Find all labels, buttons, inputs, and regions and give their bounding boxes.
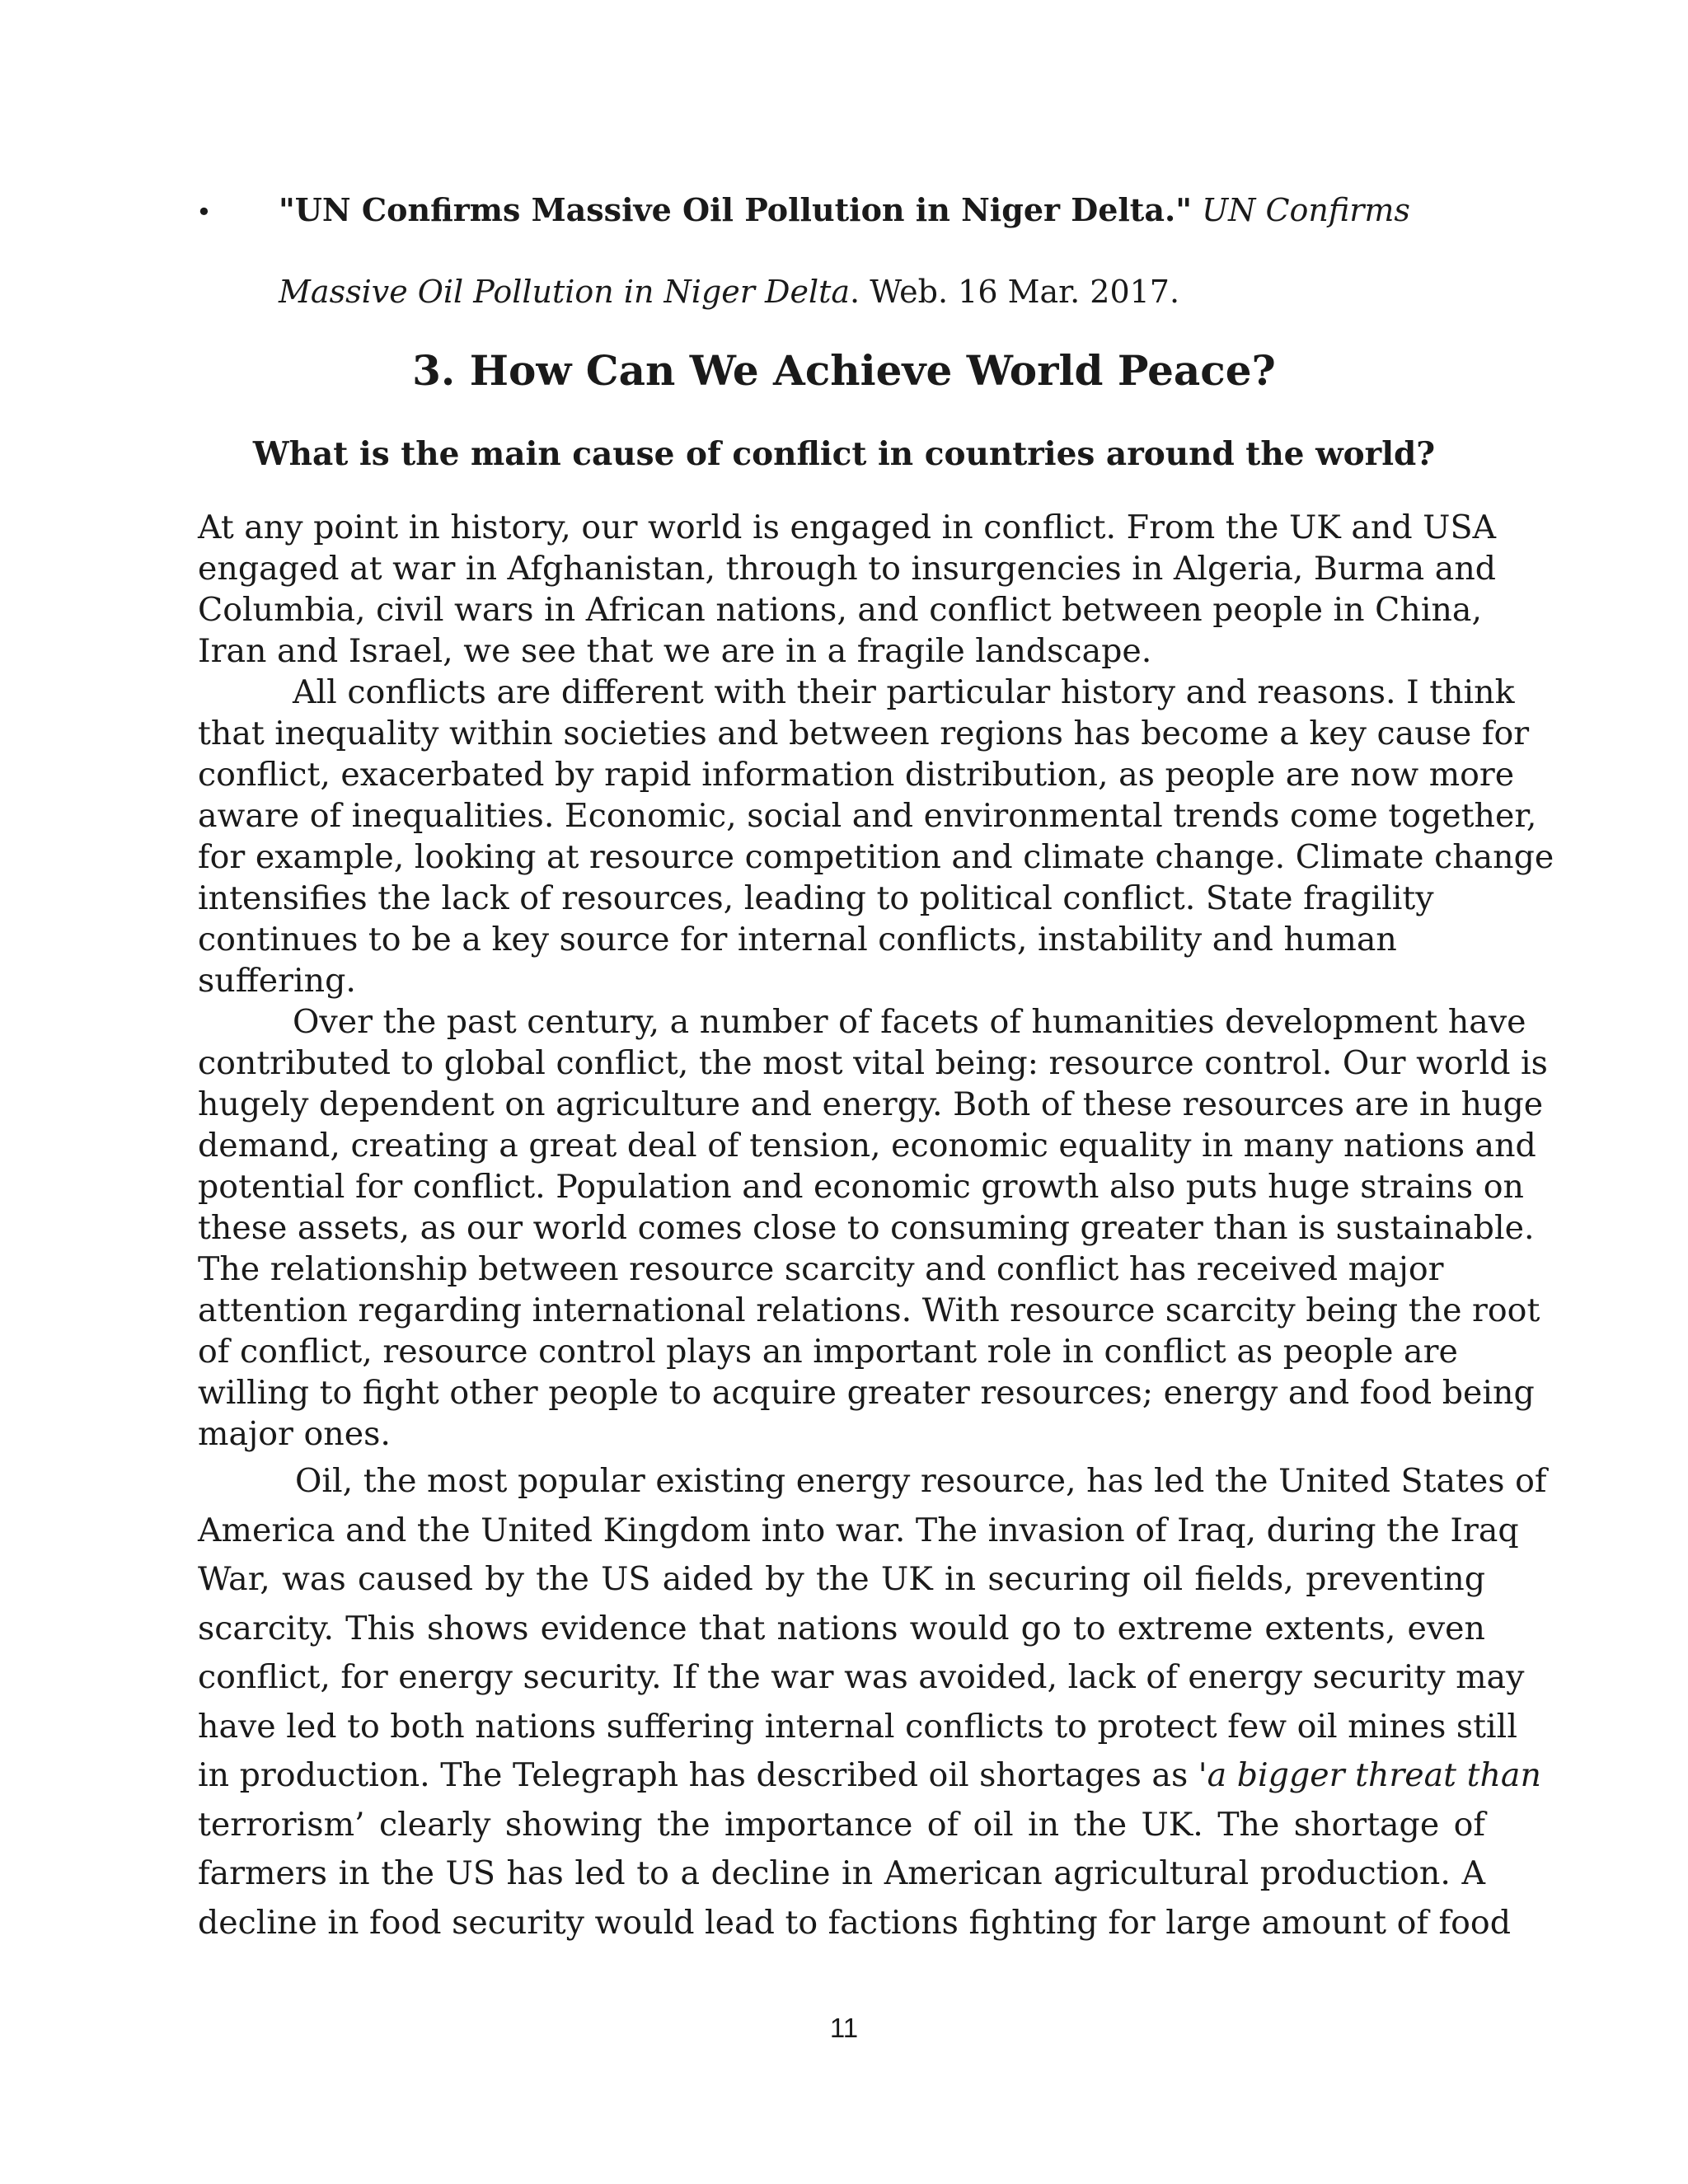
text-line: of conflict, resource control plays an important role in conflict as people are bbox=[198, 1333, 1458, 1371]
text-line: Over the past century, a number of facets of humanities development have bbox=[293, 1003, 1526, 1041]
text-line: continues to be a key source for internal conflicts, instability and human bbox=[198, 921, 1397, 958]
text-line: for example, looking at resource competition and climate change. Climate change bbox=[198, 838, 1554, 876]
text-line: willing to fight other people to acquire greater resources; energy and food being bbox=[198, 1374, 1535, 1412]
text-line: decline in food security would lead to factions fighting for large amount of food bbox=[198, 1903, 1511, 1942]
justified-paragraph bbox=[198, 1457, 1547, 1947]
text-line: terrorism’ clearly showing the importance of oil in the UK. The shortage of bbox=[198, 1805, 1485, 1844]
text-line: engaged at war in Afghanistan, through to insurgencies in Algeria, Burma and bbox=[198, 550, 1497, 588]
text-line: scarcity. This shows evidence that nations would go to extreme extents, even bbox=[198, 1609, 1485, 1647]
section-heading: 3. How Can We Achieve World Peace? bbox=[412, 346, 1276, 395]
text-line: potential for conflict. Population and economic growth also puts huge strains on bbox=[198, 1168, 1524, 1206]
text-line: America and the United Kingdom into war. The invasion of Iraq, during the Iraq bbox=[198, 1511, 1519, 1549]
italic-quote: 'a bigger threat than bbox=[1198, 1756, 1541, 1794]
text-line-with-quote bbox=[198, 1751, 1541, 1801]
text-line: attention regarding international relations. With resource scarcity being the root bbox=[198, 1291, 1540, 1329]
text-line: conflict, for energy security. If the war was avoided, lack of energy security may bbox=[198, 1658, 1525, 1696]
text-line: these assets, as our world comes close to consuming greater than is sustainable. bbox=[198, 1209, 1535, 1247]
text-line: Oil, the most popular existing energy resource, has led the United States of bbox=[295, 1462, 1547, 1500]
text-line: conflict, exacerbated by rapid information distribution, as people are now more bbox=[198, 756, 1515, 794]
citation-source-part-1: UN Confirms bbox=[1202, 192, 1410, 228]
section-subheading: What is the main cause of conflict in countries around the world? bbox=[252, 435, 1436, 473]
text-line: have led to both nations suffering internal conflicts to protect few oil mines still bbox=[198, 1707, 1517, 1746]
text-segment: in production. The Telegraph has described oil shortages as bbox=[198, 1756, 1198, 1794]
citation-source-part-2: Massive Oil Pollution in Niger Delta bbox=[279, 274, 851, 310]
text-line: All conflicts are different with their particular history and reasons. I think bbox=[293, 673, 1515, 711]
bullet-point: • bbox=[196, 196, 212, 227]
text-line: contributed to global conflict, the most vital being: resource control. Our world is bbox=[198, 1044, 1548, 1082]
text-line: demand, creating a great deal of tension, economic equality in many nations and bbox=[198, 1127, 1536, 1165]
citation-title: "UN Confirms Massive Oil Pollution in Niger Delta." bbox=[279, 191, 1193, 228]
text-line: farmers in the US has led to a decline in American agricultural production. A bbox=[198, 1854, 1485, 1892]
text-line: major ones. bbox=[198, 1415, 391, 1453]
text-line: intensifies the lack of resources, leading to political conflict. State fragility bbox=[198, 879, 1434, 917]
text-line: At any point in history, our world is engaged in conflict. From the UK and USA bbox=[198, 509, 1497, 546]
text-line: Columbia, civil wars in African nations, and conflict between people in China, bbox=[198, 591, 1482, 629]
text-line: that inequality within societies and between regions has become a key cause for bbox=[198, 715, 1530, 752]
text-line: The relationship between resource scarcity and conflict has received major bbox=[198, 1250, 1444, 1288]
page-number: 11 bbox=[829, 2013, 859, 2043]
text-line: aware of inequalities. Economic, social and environmental trends come together, bbox=[198, 797, 1537, 835]
text-line: War, was caused by the US aided by the UK in securing oil fields, preventing bbox=[198, 1560, 1485, 1598]
citation-line-2 bbox=[279, 274, 1179, 310]
text-line: Iran and Israel, we see that we are in a fragile landscape. bbox=[198, 632, 1152, 670]
text-line: suffering. bbox=[198, 962, 356, 1000]
body-text bbox=[198, 507, 1554, 1455]
citation-line-1 bbox=[279, 191, 1410, 228]
text-line: hugely dependent on agriculture and energy. Both of these resources are in huge bbox=[198, 1085, 1544, 1123]
citation-tail: . Web. 16 Mar. 2017. bbox=[850, 274, 1180, 310]
